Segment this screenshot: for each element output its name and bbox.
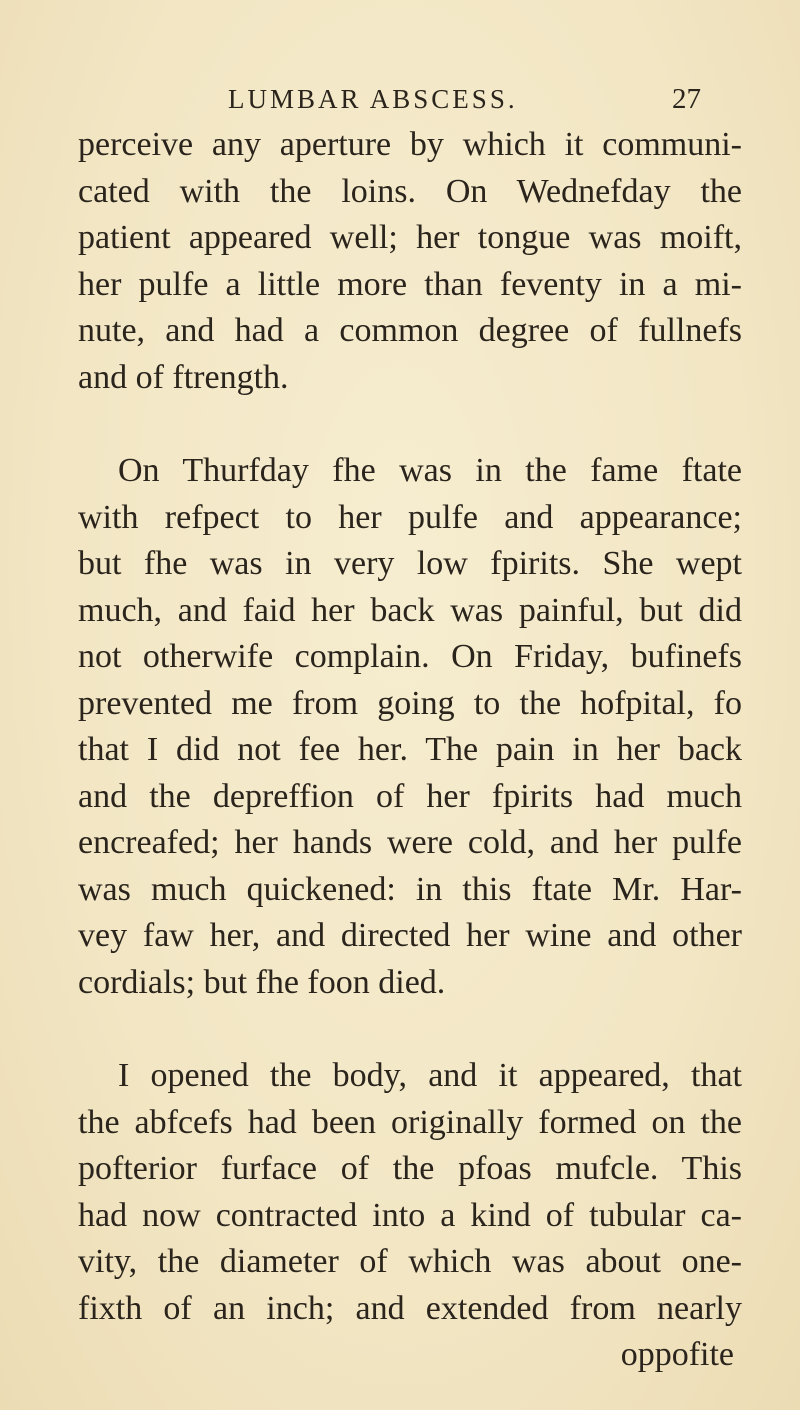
text-line: patient appeared well; her tongue was moift,	[78, 219, 742, 256]
text-line: cordials; but fhe foon died.	[78, 963, 446, 1001]
text-line: fixth of an inch; and extended from nearly	[78, 1289, 742, 1327]
text-line: perceive any aperture by which it communi-	[78, 126, 742, 163]
text-line: encreafed; her hands were cold, and her pulfe	[78, 824, 742, 861]
text-line: I opened the body, and it appeared, that	[118, 1057, 742, 1094]
text-line: with refpect to her pulfe and appearance;	[78, 498, 742, 536]
text-line: was much quickened: in this ftate Mr. Har-	[78, 870, 742, 908]
running-head	[0, 82, 800, 116]
text-line: prevented me from going to the hofpital, fo	[78, 684, 742, 722]
text-line: and of ftrength.	[78, 358, 289, 396]
text-line: her pulfe a little more than feventy in a mi-	[78, 265, 742, 303]
text-line: had now contracted into a kind of tubular ca-	[78, 1196, 742, 1234]
text-line: the abfcefs had been originally formed on the	[78, 1103, 742, 1141]
paragraph-1	[78, 122, 742, 401]
text-line: pofterior furface of the pfoas mufcle. This	[78, 1150, 742, 1187]
running-title: LUMBAR ABSCESS.	[228, 84, 518, 114]
paragraph-2	[78, 448, 742, 1006]
catchword: oppofite	[620, 1336, 734, 1373]
text-line: vity, the diameter of which was about one-	[78, 1243, 742, 1280]
page-number: 27	[672, 83, 701, 115]
text-line: nute, and had a common degree of fullnefs	[78, 312, 742, 349]
paragraph-gap	[78, 401, 742, 448]
text-line: On Thurfday fhe was in the fame ftate	[118, 452, 742, 489]
text-line: cated with the loins. On Wednefday the	[78, 172, 742, 210]
paragraph-gap	[78, 1006, 742, 1053]
text-line: but fhe was in very low fpirits. She wept	[78, 545, 742, 582]
paragraph-3	[78, 1053, 742, 1332]
text-line: not otherwife complain. On Friday, bufinefs	[78, 638, 742, 675]
text-line: that I did not fee her. The pain in her back	[78, 731, 742, 768]
body-text	[78, 122, 742, 1379]
text-line: vey faw her, and directed her wine and other	[78, 917, 742, 954]
text-line: and the depreffion of her fpirits had much	[78, 777, 742, 815]
text-line: much, and faid her back was painful, but did	[78, 591, 742, 629]
